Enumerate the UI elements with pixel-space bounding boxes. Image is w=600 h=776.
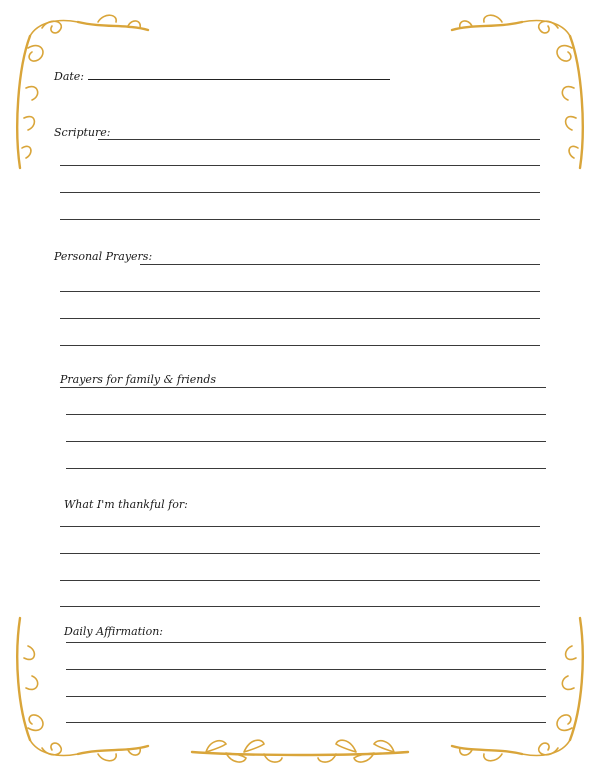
family-friends-line-4[interactable] xyxy=(66,468,546,469)
personal-prayers-line-4[interactable] xyxy=(60,345,540,346)
affirmation-line-4[interactable] xyxy=(66,722,546,723)
bottom-right-flourish-icon xyxy=(442,608,592,768)
scripture-line-1[interactable] xyxy=(98,139,540,140)
family-friends-label: Prayers for family & friends xyxy=(60,373,217,386)
affirmation-label: Daily Affirmation: xyxy=(64,625,163,638)
affirmation-line-1[interactable] xyxy=(66,642,546,643)
family-friends-line-1[interactable] xyxy=(60,387,546,388)
date-line[interactable] xyxy=(88,79,390,80)
top-right-flourish-icon xyxy=(442,8,592,178)
top-left-flourish-icon xyxy=(8,8,158,178)
personal-prayers-line-3[interactable] xyxy=(60,318,540,319)
affirmation-line-2[interactable] xyxy=(66,669,546,670)
personal-prayers-line-1[interactable] xyxy=(140,264,540,265)
thankful-line-3[interactable] xyxy=(60,580,540,581)
family-friends-line-3[interactable] xyxy=(66,441,546,442)
scripture-line-4[interactable] xyxy=(60,219,540,220)
scripture-label: Scripture: xyxy=(54,126,111,139)
scripture-line-3[interactable] xyxy=(60,192,540,193)
personal-prayers-label: Personal Prayers: xyxy=(54,250,153,263)
thankful-line-1[interactable] xyxy=(60,526,540,527)
affirmation-line-3[interactable] xyxy=(66,696,546,697)
scripture-line-2[interactable] xyxy=(60,165,540,166)
family-friends-line-2[interactable] xyxy=(66,414,546,415)
thankful-label: What I'm thankful for: xyxy=(64,498,188,511)
personal-prayers-line-2[interactable] xyxy=(60,291,540,292)
date-label: Date: xyxy=(54,70,85,83)
bottom-center-leaf-icon xyxy=(186,730,414,772)
thankful-line-2[interactable] xyxy=(60,553,540,554)
thankful-line-4[interactable] xyxy=(60,606,540,607)
